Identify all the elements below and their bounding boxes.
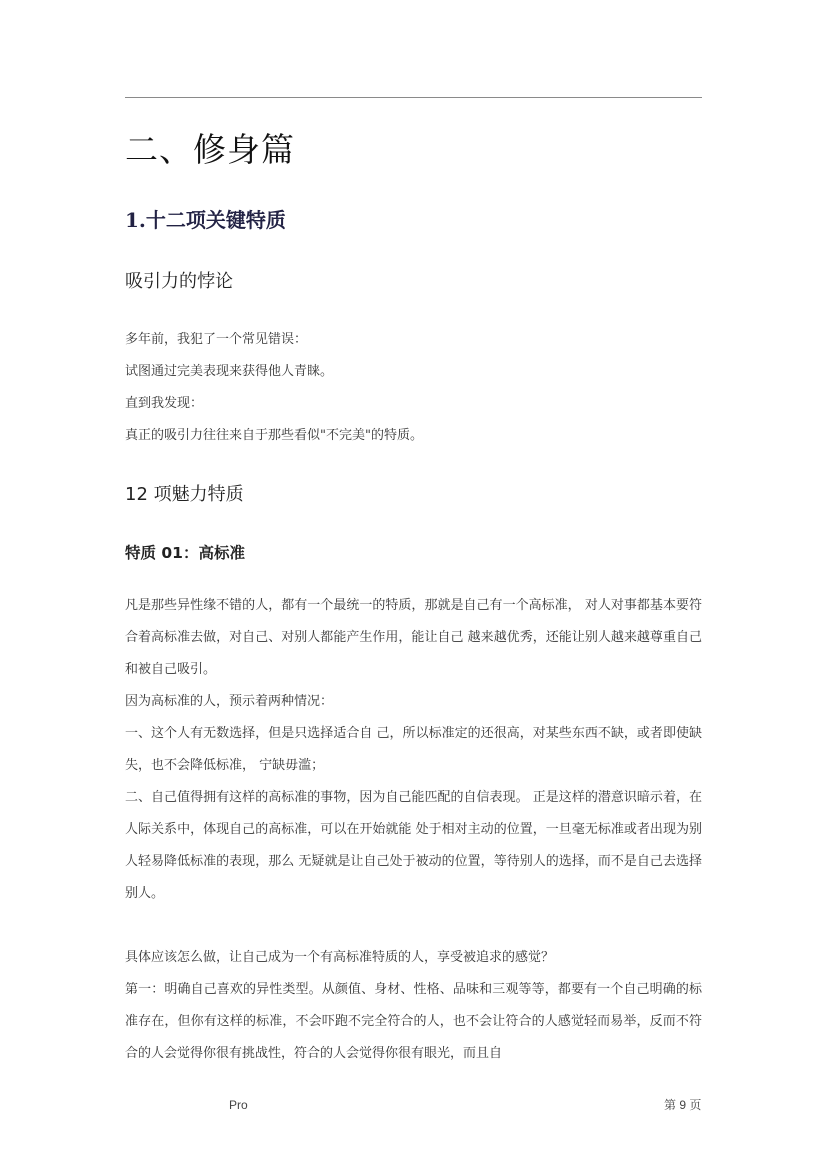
trait-title: 特质 01：高标准 xyxy=(125,544,245,562)
body-line: 真正的吸引力往往来自于那些看似"不完美"的特质。 xyxy=(125,428,423,443)
body-paragraph: 因为高标准的人，预示着两种情况： xyxy=(125,694,334,709)
page-number: 第 9 页 xyxy=(664,1098,702,1112)
subsection-title-12-traits: 12 项魅力特质 xyxy=(125,484,244,505)
body-paragraph: 第一：明确自己喜欢的异性类型。从颜值、身材、性格、品味和三观等等，都要有一个自己明确的标准存在，但你有这样的标准，不会吓跑不完全符合的人，也不会让符合的人感觉轻而易举，反而不符合的人会觉得你很有挑战性，符合的人会觉得你很有眼光，而且自 xyxy=(125,982,702,1061)
body-line: 直到我发现： xyxy=(125,396,204,411)
chapter-title: 二、修身篇 xyxy=(125,130,295,169)
footer-left-label: Pro xyxy=(229,1098,248,1112)
section-title: 1.十二项关键特质 xyxy=(125,208,286,232)
header-divider xyxy=(125,97,702,98)
document-page xyxy=(125,0,702,1170)
subsection-title-attraction-paradox: 吸引力的悖论 xyxy=(125,271,233,292)
body-paragraph: 具体应该怎么做，让自己成为一个有高标准特质的人，享受被追求的感觉？ xyxy=(125,950,555,965)
body-paragraph: 二、自己值得拥有这样的高标准的事物，因为自己能匹配的自信表现。 正是这样的潜意识暗示着，在人际关系中，体现自己的高标准，可以在开始就能 处于相对主动的位置，一旦毫无标准或者出现为别人轻易降低标准的表现，那么 无疑就是让自己处于被动的位置，等待别人的选择，而不是自己去选择别人。 xyxy=(125,790,702,901)
body-line: 试图通过完美表现来获得他人青睐。 xyxy=(125,364,334,379)
body-line: 多年前，我犯了一个常见错误： xyxy=(125,332,308,347)
body-paragraph: 凡是那些异性缘不错的人，都有一个最统一的特质，那就是自己有一个高标准， 对人对事都基本要符合着高标准去做，对自己、对别人都能产生作用，能让自己 越来越优秀，还能让别人越来越尊重自己和被自己吸引。 xyxy=(125,598,702,677)
body-paragraph: 一、这个人有无数选择，但是只选择适合自 己，所以标准定的还很高，对某些东西不缺，或者即使缺失，也不会降低标准， 宁缺毋滥； xyxy=(125,726,702,773)
